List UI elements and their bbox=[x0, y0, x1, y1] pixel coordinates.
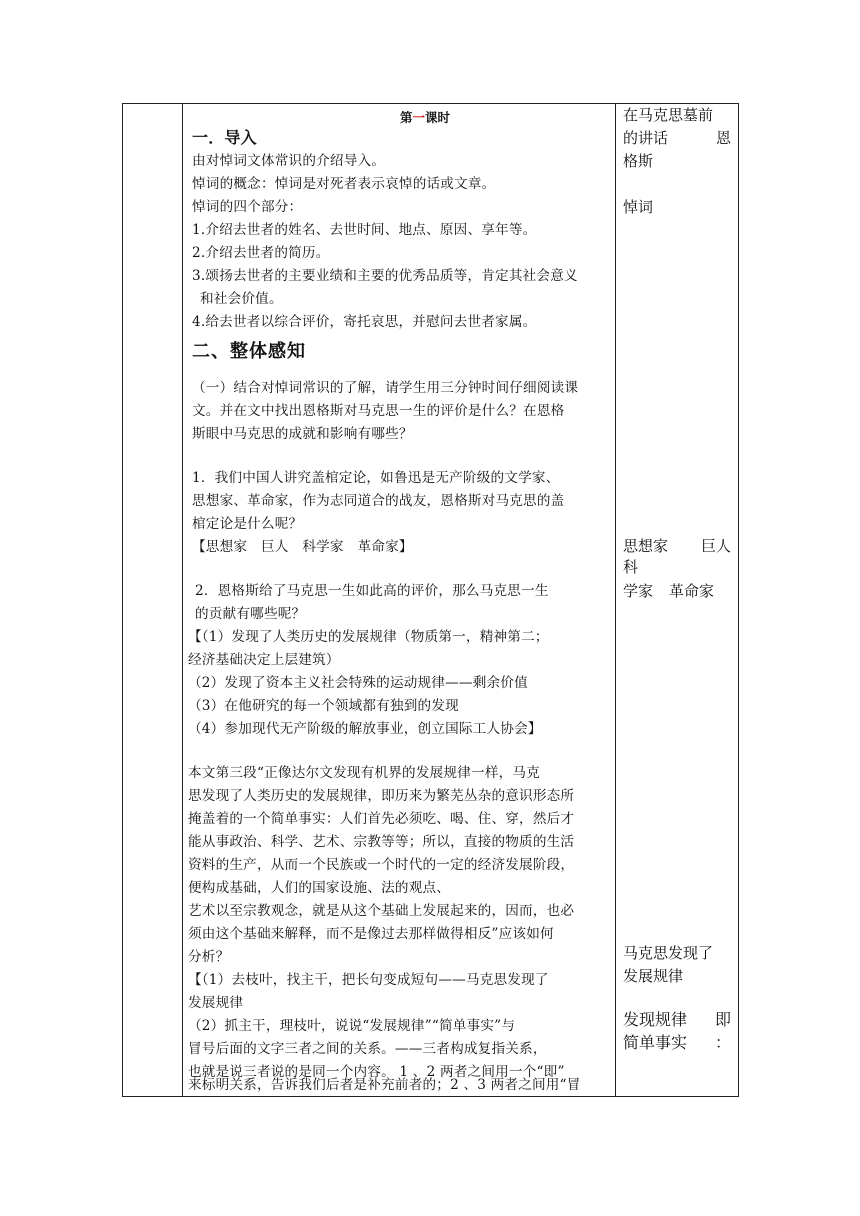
intro-line: 1.介绍去世者的姓名、去世时间、地点、原因、享年等。 bbox=[192, 222, 537, 238]
paragraph-3-line: 须由这个基础来解释，而不是像过去那样做得相反”应该如何 bbox=[188, 926, 554, 942]
paragraph-3-line: 能从事政治、科学、艺术、宗教等等；所以，直接的物质的生活 bbox=[188, 834, 575, 850]
question-intro-line: 斯眼中马克思的成就和影响有哪些？ bbox=[192, 426, 413, 442]
paragraph-3-line: 思发现了人类历史的发展规律，即历来为繁芜丛杂的意识形态所 bbox=[188, 788, 575, 804]
main-content-column bbox=[183, 104, 616, 1096]
note-text: 学家 bbox=[623, 582, 654, 600]
note-text: 简单事实 bbox=[623, 1033, 688, 1052]
answer-3-line: 冒号后面的文字三者之间的关系。——三者构成复指关系， bbox=[188, 1041, 547, 1057]
answer-2-line: （3）在他研究的每一个领域都有独到的发现 bbox=[188, 698, 459, 714]
note-text: 巨人 bbox=[700, 537, 731, 555]
answer-2-line: （2）发现了资本主义社会特殊的运动规律——剩余价值 bbox=[188, 675, 528, 691]
answer-1: 【思想家 巨人 科学家 革命家】 bbox=[192, 539, 413, 555]
note-evaluation-line bbox=[623, 535, 731, 558]
title-suffix: 课时 bbox=[425, 110, 451, 125]
note-law-line: 马克思发现了 bbox=[623, 944, 714, 962]
lesson-title bbox=[400, 108, 450, 126]
title-number: 一 bbox=[412, 110, 426, 125]
paragraph-3-line: 掩盖着的一个简单事实：人们首先必须吃、喝、住、穿，然后才 bbox=[188, 811, 575, 827]
paragraph-3-line: 艺术以至宗教观念，就是从这个基础上发展起来的，因而，也必 bbox=[188, 903, 575, 919]
intro-line: 3.颂扬去世者的主要业绩和主要的优秀品质等，肯定其社会意义 bbox=[192, 268, 578, 284]
intro-line: 悼词的概念：悼词是对死者表示哀悼的话或文章。 bbox=[192, 176, 496, 192]
question-1-line: 思想家、革命家，作为志同道合的战友，恩格斯对马克思的盖 bbox=[192, 493, 565, 509]
question-intro-line: （一）结合对悼词常识的了解，请学生用三分钟时间仔细阅读课 bbox=[192, 380, 579, 396]
note-fact-line bbox=[623, 1031, 731, 1054]
note-title-line: 在马克思墓前 bbox=[623, 106, 714, 124]
note-evaluation-line bbox=[623, 580, 714, 603]
note-text: 即 bbox=[714, 1010, 731, 1029]
paragraph-3-line: 本文第三段“正像达尔文发现有机界的发展规律一样，马克 bbox=[188, 765, 540, 781]
note-evaluation-line: 科 bbox=[623, 558, 639, 576]
paragraph-3-line: 便构成基础，人们的国家设施、法的观点、 bbox=[188, 880, 451, 896]
question-intro-line: 文。并在文中找出恩格斯对马克思一生的评价是什么？在恩格 bbox=[192, 403, 565, 419]
note-title-line bbox=[623, 127, 731, 150]
question-1-line: 1．我们中国人讲究盖棺定论，如鲁迅是无产阶级的文学家、 bbox=[192, 470, 560, 486]
note-text: 思想家 bbox=[623, 537, 669, 555]
answer-2-line: 【（1）发现了人类历史的发展规律（物质第一，精神第二； bbox=[188, 629, 549, 645]
answer-3-line: 也就是说三者说的是同一个内容。 1 、2 两者之间用一个“即” bbox=[188, 1064, 565, 1080]
note-text: 的讲话 bbox=[623, 129, 669, 147]
answer-2-line: 经济基础决定上层建筑） bbox=[188, 652, 340, 668]
question-1-line: 棺定论是什么呢？ bbox=[192, 516, 303, 532]
question-2-line: 2．恩格斯给了马克思一生如此高的评价，那么马克思一生 bbox=[195, 583, 549, 599]
note-text: ： bbox=[714, 1033, 731, 1052]
answer-3-line: （2）抓主干，理枝叶，说说“发展规律”“简单事实”与 bbox=[188, 1018, 516, 1034]
note-law-line: 发展规律 bbox=[623, 967, 684, 985]
overall-heading: 二、整体感知 bbox=[192, 341, 306, 362]
note-eulogy: 悼词 bbox=[623, 198, 654, 216]
question-2-line: 的贡献有哪些呢？ bbox=[195, 606, 306, 622]
note-fact-line bbox=[623, 1008, 731, 1031]
note-text: 恩 bbox=[715, 129, 731, 147]
note-text: 革命家 bbox=[669, 582, 715, 600]
intro-line: 2.介绍去世者的简历。 bbox=[192, 245, 330, 261]
paragraph-3-line: 资料的生产，从而一个民族或一个时代的一定的经济发展阶段， bbox=[188, 857, 575, 873]
intro-line: 4.给去世者以综合评价，寄托哀思，并慰问去世者家属。 bbox=[192, 314, 537, 330]
intro-line: 由对悼词文体常识的介绍导入。 bbox=[192, 153, 386, 169]
answer-3-line: 【（1）去枝叶，找主干，把长句变成短句——马克思发现了 bbox=[188, 972, 549, 988]
answer-3-line: 发展规律 bbox=[188, 995, 244, 1011]
note-title-line: 格斯 bbox=[623, 152, 654, 170]
paragraph-3-line: 分析？ bbox=[188, 949, 230, 965]
intro-line: 和社会价值。 bbox=[200, 291, 283, 307]
title-prefix: 第 bbox=[400, 110, 413, 125]
left-column bbox=[123, 104, 183, 1096]
answer-3-line: 来标明关系，告诉我们后者是补充前者的；2 、3 两者之间用“冒 bbox=[188, 1077, 581, 1093]
lesson-table bbox=[122, 103, 739, 1097]
answer-2-line: （4）参加现代无产阶级的解放事业，创立国际工人协会】 bbox=[188, 721, 542, 737]
intro-heading: 一．导入 bbox=[192, 128, 257, 147]
note-text: 发现规律 bbox=[623, 1010, 688, 1029]
intro-line: 悼词的四个部分： bbox=[192, 199, 303, 215]
notes-column bbox=[616, 104, 738, 1096]
